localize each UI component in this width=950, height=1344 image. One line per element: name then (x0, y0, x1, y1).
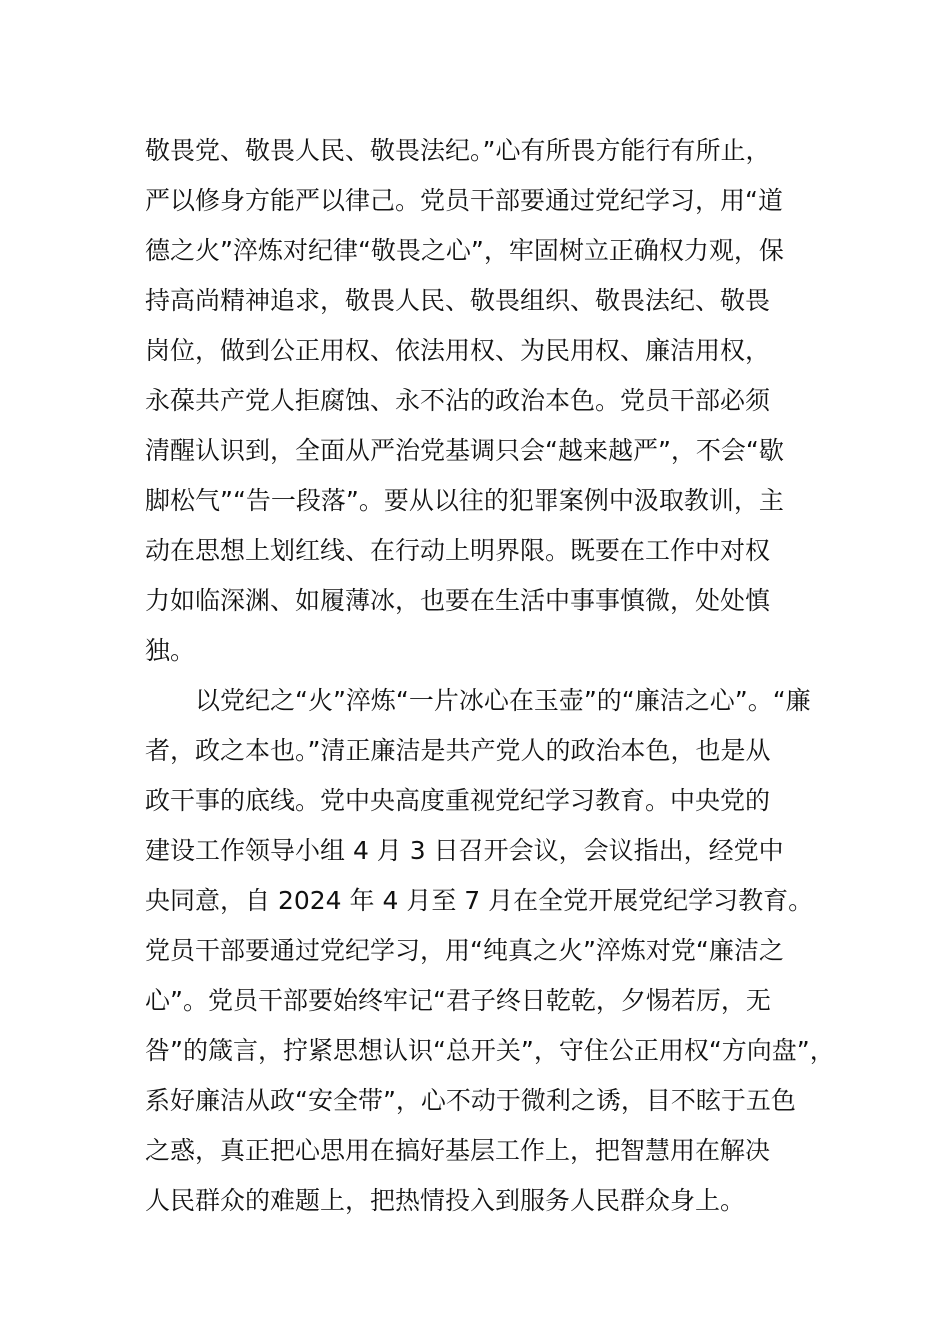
text-line: 咎”的箴言，拧紧思想认识“总开关”，守住公正用权“方向盘”， (145, 1036, 835, 1065)
text-line: 清醒认识到，全面从严治党基调只会“越来越严”，不会“歇 (145, 436, 784, 465)
text-line: 者，政之本也。”清正廉洁是共产党人的政治本色，也是从 (145, 736, 771, 765)
text-line: 党员干部要通过党纪学习，用“纯真之火”淬炼对党“廉洁之 (145, 936, 784, 965)
body-text (145, 126, 835, 1226)
text-line: 持高尚精神追求，敬畏人民、敬畏组织、敬畏法纪、敬畏 (145, 286, 771, 315)
text-line: 心”。党员干部要始终牢记“君子终日乾乾，夕惕若厉，无 (145, 986, 771, 1015)
text-line: 动在思想上划红线、在行动上明界限。既要在工作中对权 (145, 536, 771, 565)
text-line: 政干事的底线。党中央高度重视党纪学习教育。中央党的 (145, 786, 771, 815)
text-line: 脚松气”“告一段落”。要从以往的犯罪案例中汲取教训，主 (145, 486, 784, 515)
text-line: 建设工作领导小组 4 月 3 日召开会议，会议指出，经党中 (145, 836, 784, 865)
text-line: 之惑，真正把心思用在搞好基层工作上，把智慧用在解决 (145, 1136, 771, 1165)
text-line: 严以修身方能严以律己。党员干部要通过党纪学习，用“道 (145, 186, 783, 215)
text-line: 力如临深渊、如履薄冰，也要在生活中事事慎微，处处慎 (145, 586, 771, 615)
text-line: 永葆共产党人拒腐蚀、永不沾的政治本色。党员干部必须 (145, 386, 771, 415)
text-line: 独。 (145, 636, 196, 665)
paragraph-start-line: 以党纪之“火”淬炼“一片冰心在玉壶”的“廉洁之心”。“廉 (195, 686, 811, 715)
text-line: 德之火”淬炼对纪律“敬畏之心”，牢固树立正确权力观，保 (145, 236, 784, 265)
text-line: 人民群众的难题上，把热情投入到服务人民群众身上。 (145, 1186, 746, 1215)
text-line: 岗位，做到公正用权、依法用权、为民用权、廉洁用权， (145, 336, 771, 365)
text-line: 敬畏党、敬畏人民、敬畏法纪。”心有所畏方能行有所止， (145, 136, 771, 165)
text-line: 央同意，自 2024 年 4 月至 7 月在全党开展党纪学习教育。 (145, 886, 814, 915)
text-line: 系好廉洁从政“安全带”，心不动于微利之诱，目不眩于五色 (145, 1086, 796, 1115)
